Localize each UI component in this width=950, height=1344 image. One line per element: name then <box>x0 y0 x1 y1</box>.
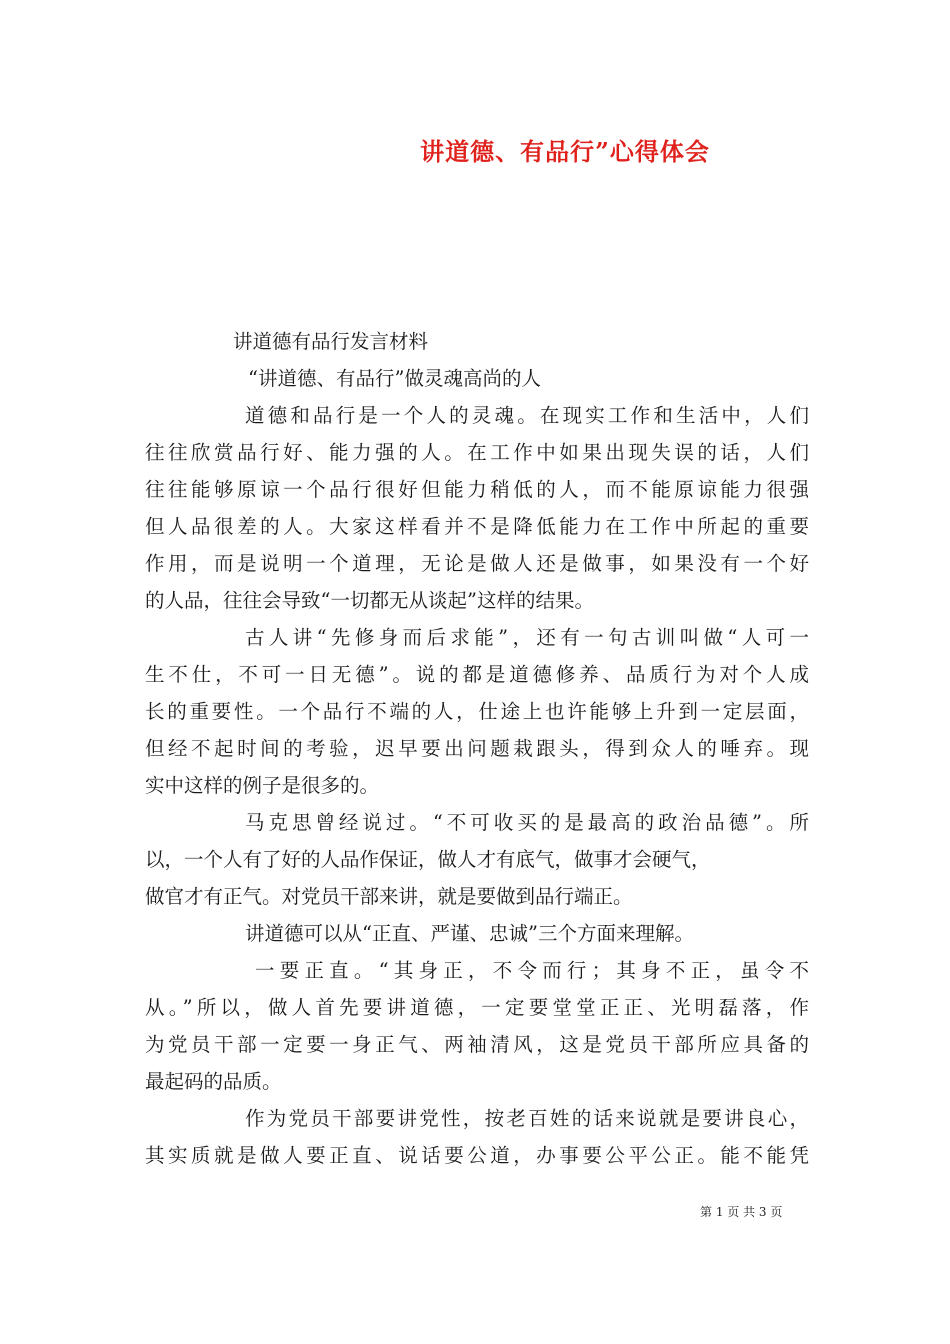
paragraph-line: 的人品，往往会导致“一切都无从谈起”这样的结果。 <box>145 589 594 612</box>
paragraph-line: 从。”所以，做人首先要讲道德，一定要堂堂正正、光明磊落，作 <box>145 996 809 1019</box>
paragraph-line: 讲道德可以从“正直、严谨、忠诚”三个方面来理解。 <box>245 922 694 945</box>
paragraph-line: 往往欣赏品行好、能力强的人。在工作中如果出现失误的话，人们 <box>145 441 809 464</box>
document-title: 讲道德、有品行”心得体会 <box>420 137 710 166</box>
paragraph-line: 最起码的品质。 <box>145 1070 282 1093</box>
subheading-speech-material: 讲道德有品行发言材料 <box>233 330 429 353</box>
document-body <box>145 323 809 1174</box>
paragraph-line: 做官才有正气。对党员干部来讲，就是要做到品行端正。 <box>145 885 633 908</box>
paragraph-line: 其实质就是做人要正直、说话要公道，办事要公平公正。能不能凭 <box>145 1144 809 1167</box>
paragraph-line: 作为党员干部要讲党性，按老百姓的话来说就是要讲良心， <box>245 1107 809 1130</box>
paragraph-line: 一要正直。“其身正，不令而行；其身不正，虽令不 <box>255 959 809 982</box>
paragraph-line: 长的重要性。一个品行不端的人，仕途上也许能够上升到一定层面， <box>145 700 809 723</box>
paragraph-line: 作用，而是说明一个道理，无论是做人还是做事，如果没有一个好 <box>145 552 809 575</box>
page-number: 第 1 页 共 3 页 <box>700 1205 783 1219</box>
subheading-theme: “讲道德、有品行”做灵魂高尚的人 <box>248 367 541 390</box>
paragraph-line: 往往能够原谅一个品行很好但能力稍低的人，而不能原谅能力很强 <box>145 478 809 501</box>
paragraph-line: 马克思曾经说过。“不可收买的是最高的政治品德”。所 <box>245 811 809 834</box>
paragraph-line: 以，一个人有了好的人品作保证，做人才有底气，做事才会硬气， <box>145 848 711 871</box>
paragraph-line: 实中这样的例子是很多的。 <box>145 774 380 797</box>
paragraph-line: 道德和品行是一个人的灵魂。在现实工作和生活中，人们 <box>245 404 809 427</box>
paragraph-line: 为党员干部一定要一身正气、两袖清风，这是党员干部所应具备的 <box>145 1033 809 1056</box>
paragraph-line: 但人品很差的人。大家这样看并不是降低能力在工作中所起的重要 <box>145 515 809 538</box>
paragraph-line: 生不仕，不可一日无德”。说的都是道德修养、品质行为对个人成 <box>145 663 809 686</box>
paragraph-line: 古人讲“先修身而后求能”，还有一句古训叫做“人可一 <box>245 626 809 649</box>
paragraph-line: 但经不起时间的考验，迟早要出问题栽跟头，得到众人的唾弃。现 <box>145 737 809 760</box>
